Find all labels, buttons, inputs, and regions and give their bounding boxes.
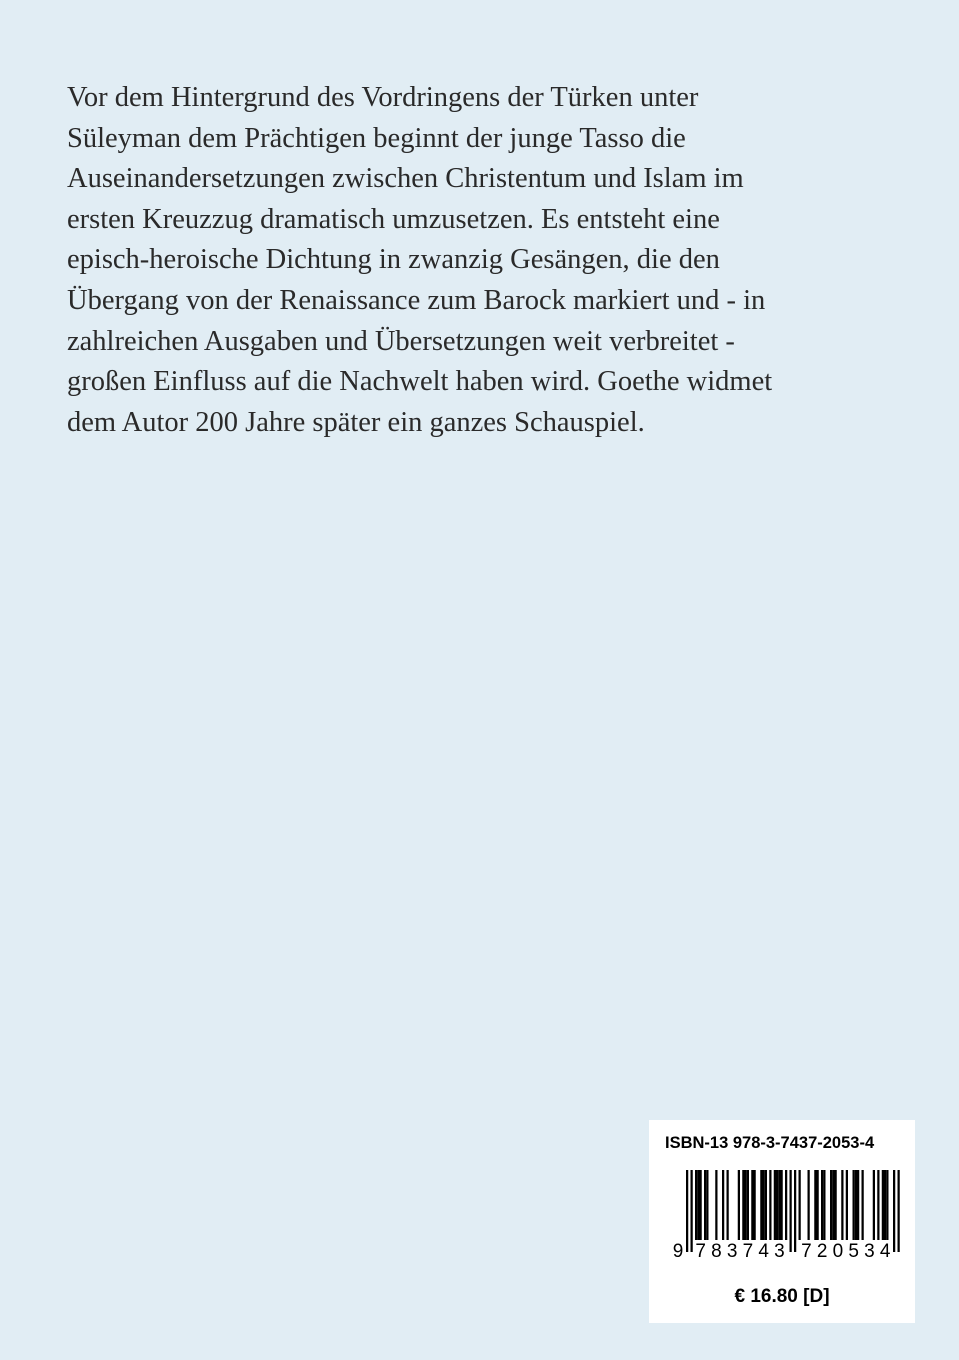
barcode-bar (823, 1170, 825, 1240)
price-label: € 16.80 [D] (734, 1286, 830, 1307)
barcode-bar (776, 1170, 778, 1240)
barcode-bar (686, 1170, 688, 1252)
barcode-bar (886, 1170, 888, 1240)
barcode-bar (794, 1170, 796, 1252)
barcode-bar (898, 1170, 900, 1252)
barcode-bar (799, 1170, 801, 1240)
barcode-bar (751, 1170, 753, 1240)
barcode-bar (808, 1170, 810, 1240)
barcode-bar (695, 1170, 697, 1240)
barcode-bar (882, 1170, 884, 1240)
barcode-bar (697, 1170, 699, 1240)
barcode-bar (704, 1170, 706, 1240)
description-line: zahlreichen Ausgaben und Übersetzungen weit verbreitet - (67, 325, 735, 357)
description-line: Süleyman dem Prächtigen beginnt der junge Tasso die (67, 122, 686, 154)
description-line: großen Einfluss auf die Nachwelt haben wird. Goethe widmet (67, 366, 773, 398)
barcode-bar (873, 1170, 875, 1240)
barcode-digit: 7 (742, 1241, 754, 1262)
barcode-bar (774, 1170, 776, 1240)
barcode-digit: 4 (758, 1241, 769, 1262)
barcode-digit: 3 (774, 1241, 785, 1262)
barcode-bar (769, 1170, 771, 1240)
barcode-bar (835, 1170, 837, 1240)
barcode-bar (715, 1170, 717, 1240)
barcode-digit: 9 (672, 1241, 684, 1262)
barcode-bar (778, 1170, 780, 1240)
barcode-bar (700, 1170, 702, 1240)
barcode-bar (862, 1170, 864, 1240)
description-line: Vor dem Hintergrund des Vordringens der Türken unter (67, 82, 699, 113)
barcode-digit: 0 (832, 1241, 844, 1262)
barcode-bar (691, 1170, 693, 1252)
barcode-bar (763, 1170, 765, 1240)
description-line: dem Autor 200 Jahre später ein ganzes Schauspiel. (67, 406, 645, 438)
description-line: ersten Kreuzzug dramatisch umzusetzen. Es entsteht eine (67, 203, 720, 235)
barcode-bar (765, 1170, 767, 1240)
barcode-digit: 3 (864, 1241, 875, 1262)
barcode-bar (781, 1170, 783, 1240)
barcode-bar (855, 1170, 857, 1240)
barcode-digit: 4 (879, 1241, 891, 1262)
barcode-bar (857, 1170, 859, 1240)
barcode-bar (747, 1170, 749, 1240)
barcode-bar (817, 1170, 819, 1240)
barcode-bar (742, 1170, 744, 1240)
barcode-panel (649, 1120, 915, 1323)
barcode-digit: 2 (816, 1241, 828, 1262)
barcode-bar (821, 1170, 823, 1240)
barcode-bar (893, 1170, 895, 1252)
barcode-bar (841, 1170, 843, 1240)
barcode-bar (790, 1170, 792, 1252)
barcode-bar (745, 1170, 747, 1240)
barcode-bar (738, 1170, 740, 1240)
description-line: Übergang von der Renaissance zum Barock markiert und - in (67, 284, 766, 316)
barcode-digit: 5 (848, 1241, 859, 1262)
isbn-label: ISBN-13 978-3-7437-2053-4 (665, 1134, 875, 1152)
barcode-bar (754, 1170, 756, 1240)
barcode-bar (832, 1170, 834, 1240)
isbn-barcode (649, 1120, 915, 1286)
description-line: episch-heroische Dichtung in zwanzig Gesängen, die den (67, 244, 720, 276)
barcode-digit: 3 (726, 1241, 738, 1262)
back-cover-description (67, 78, 927, 443)
barcode-bar (830, 1170, 832, 1240)
barcode-digit: 7 (801, 1241, 812, 1262)
barcode-bar (877, 1170, 879, 1240)
barcode-bar (814, 1170, 816, 1240)
barcode-bar (722, 1170, 724, 1240)
barcode-bar (884, 1170, 886, 1240)
barcode-bar (706, 1170, 708, 1240)
barcode-bar (846, 1170, 848, 1240)
barcode-bar (853, 1170, 855, 1240)
barcode-digit: 8 (711, 1241, 722, 1262)
description-line: Auseinandersetzungen zwischen Christentum und Islam im (67, 163, 744, 195)
barcode-bar (760, 1170, 762, 1240)
barcode-bar (785, 1170, 787, 1240)
barcode-bar (727, 1170, 729, 1240)
barcode-digit: 7 (695, 1241, 706, 1262)
